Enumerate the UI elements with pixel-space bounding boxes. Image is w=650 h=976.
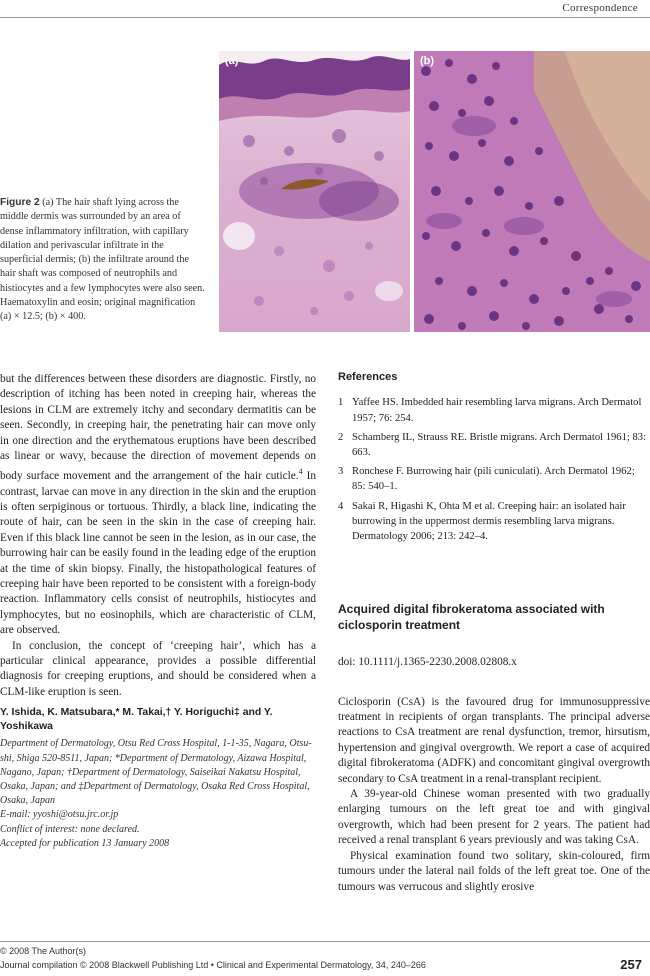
reference-list: [338, 395, 650, 544]
left-column: [0, 372, 316, 851]
running-head: Correspondence: [562, 2, 638, 14]
author-list: Y. Ishida, K. Matsubara,* M. Takai,† Y. Horiguchi‡ and Y. Yoshikawa: [0, 707, 273, 733]
references-heading: References: [338, 371, 398, 383]
reference-text: Sakai R, Higashi K, Ohta M et al. Creeping hair: an isolated hair burrowing in the uppermost dermis resembling larva migrans. Dermatology 2006; 213: 242–4.: [352, 500, 626, 543]
citation-superscript: 4: [298, 467, 303, 477]
accepted-date: Accepted for publication 13 January 2008: [0, 837, 170, 849]
author-email: E-mail: yyoshi@otsu.jrc.or.jp: [0, 809, 119, 821]
reference-item: [338, 464, 650, 494]
histology-image-b: [414, 51, 650, 332]
panel-b-label: (b): [420, 55, 435, 67]
article-title: Acquired digital fibrokeratoma associated with ciclosporin treatment: [338, 602, 605, 632]
footer-copyright: © 2008 The Author(s): [0, 946, 87, 956]
reference-number: 3: [338, 466, 344, 478]
figure-panel-b: [414, 51, 650, 332]
reference-number: 4: [338, 500, 344, 512]
caption-text: (a) The hair shaft lying across the middle dermis was surrounded by an area of dense inflammatory infiltration, with capillary dilation and perivascular infiltrate in the superficial dermis; (b) the infiltrate around the hair shaft was composed of neutrophils and histiocytes and a few lymphocytes were also seen. Haematoxylin and eosin; original magnification (a) × 12.5; (b) × 400.: [0, 197, 205, 323]
author-affiliations: Department of Dermatology, Otsu Red Cross Hospital, 1-1-35, Nagara, Otsu-shi, Shiga 520-8511, Japan; *Department of Dermatology, Aizawa Hospital, Nagano, Japan; †Department of Dermatology, Saiseikai Nakatsu Hospital, Osaka, Japan; and ‡Department of Dermatology, Osaka Red Cross Hospital, Osaka, Japan: [0, 738, 312, 807]
reference-text: Schamberg IL, Strauss RE. Bristle migrans. Arch Dermatol 1961; 83: 663.: [352, 431, 647, 459]
caption-label: Figure 2: [0, 197, 40, 208]
body-paragraph: [0, 372, 316, 639]
reference-number: 1: [338, 397, 344, 409]
article-doi: doi: 10.1111/j.1365-2230.2008.02808.x: [338, 656, 517, 669]
panel-a-label: (a): [225, 55, 239, 67]
footer-rule: [0, 941, 650, 942]
body-paragraph: Physical examination found two solitary, skin-coloured, firm tumours under the lateral nail folds of the left great toe. One of the tumours was verrucous and slightly erosive: [338, 849, 650, 893]
footer-journal-line: Journal compilation © 2008 Blackwell Publishing Ltd • Clinical and Experimental Dermatology, 34, 240–266: [0, 960, 426, 970]
reference-item: [338, 395, 650, 425]
paragraph-text: but the differences between these disorders are diagnostic. Firstly, no description of itching has been noted in creeping hair, whereas the lesions in CLM are extremely itchy and secondary dermatitis can be seen. Secondly, in creeping hair, the penetrating hair can move only in one direction and the erythematous eruptions have been described as linear or wavy, because the direction of movement depends on body surface movement and the arrangement of the hair cuticle.: [0, 373, 316, 483]
reference-item: [338, 430, 650, 460]
reference-number: 2: [338, 431, 344, 443]
reference-text: Ronchese F. Burrowing hair (pili cuniculati). Arch Dermatol 1962; 85: 540–1.: [352, 466, 635, 493]
figure-caption: [0, 196, 206, 325]
header-rule: [0, 17, 650, 18]
histology-image-a: [219, 51, 410, 332]
right-column: [338, 370, 650, 895]
paragraph-text-cont: In contrast, larvae can move in any direction in the skin and the eruption is often serpiginous or tortuous. Thirdly, a black line, indicating the route of hair, can be seen in the skin in the case of creeping hair. Even if this black line cannot be seen in the lesion, as in our case, the burrowing hair can be easily found in the leading edge of the eruption at the time of skin biopsy. Finally, the histopathological features of creeping hair have been reported to be consistent with a foreign-body reaction. Inflammatory cells consist of neutrophils, histiocytes and lymphocytes, but no eosinophils, which are characteristic of CLM, are observed.: [0, 470, 316, 637]
body-paragraph-conclusion: In conclusion, the concept of ‘creeping hair’, which has a particular clinical appearance, provides a possible differential diagnosis for creeping eruptions, and should be considered when a CLM-like eruption is seen.: [0, 639, 316, 698]
body-paragraph: A 39-year-old Chinese woman presented with two gradually enlarging tumours on the left great toe and with gingival overgrowth, which had been present for 2 years. The patient had received a renal transplant 6 years previously and was taking CsA.: [338, 788, 650, 847]
page-number: 257: [620, 957, 642, 972]
reference-item: [338, 499, 650, 545]
body-paragraph: Ciclosporin (CsA) is the favoured drug for immunosuppressive treatment in recipients of organ transplants. The principal adverse reactions to CsA treatment are renal dysfunction, tremor, hirsutism, hypertension and gingival overgrowth. We report a case of acquired digital fibrokeratoma (ADFK) and concomitant gingival overgrowth secondary to CsA treatment in a renal-transplant recipient.: [338, 695, 650, 785]
reference-text: Yaffee HS. Imbedded hair resembling larva migrans. Arch Dermatol 1957; 76: 254.: [352, 397, 642, 424]
figure-panel-a: [219, 51, 410, 332]
conflict-statement: Conflict of interest: none declared.: [0, 823, 140, 835]
